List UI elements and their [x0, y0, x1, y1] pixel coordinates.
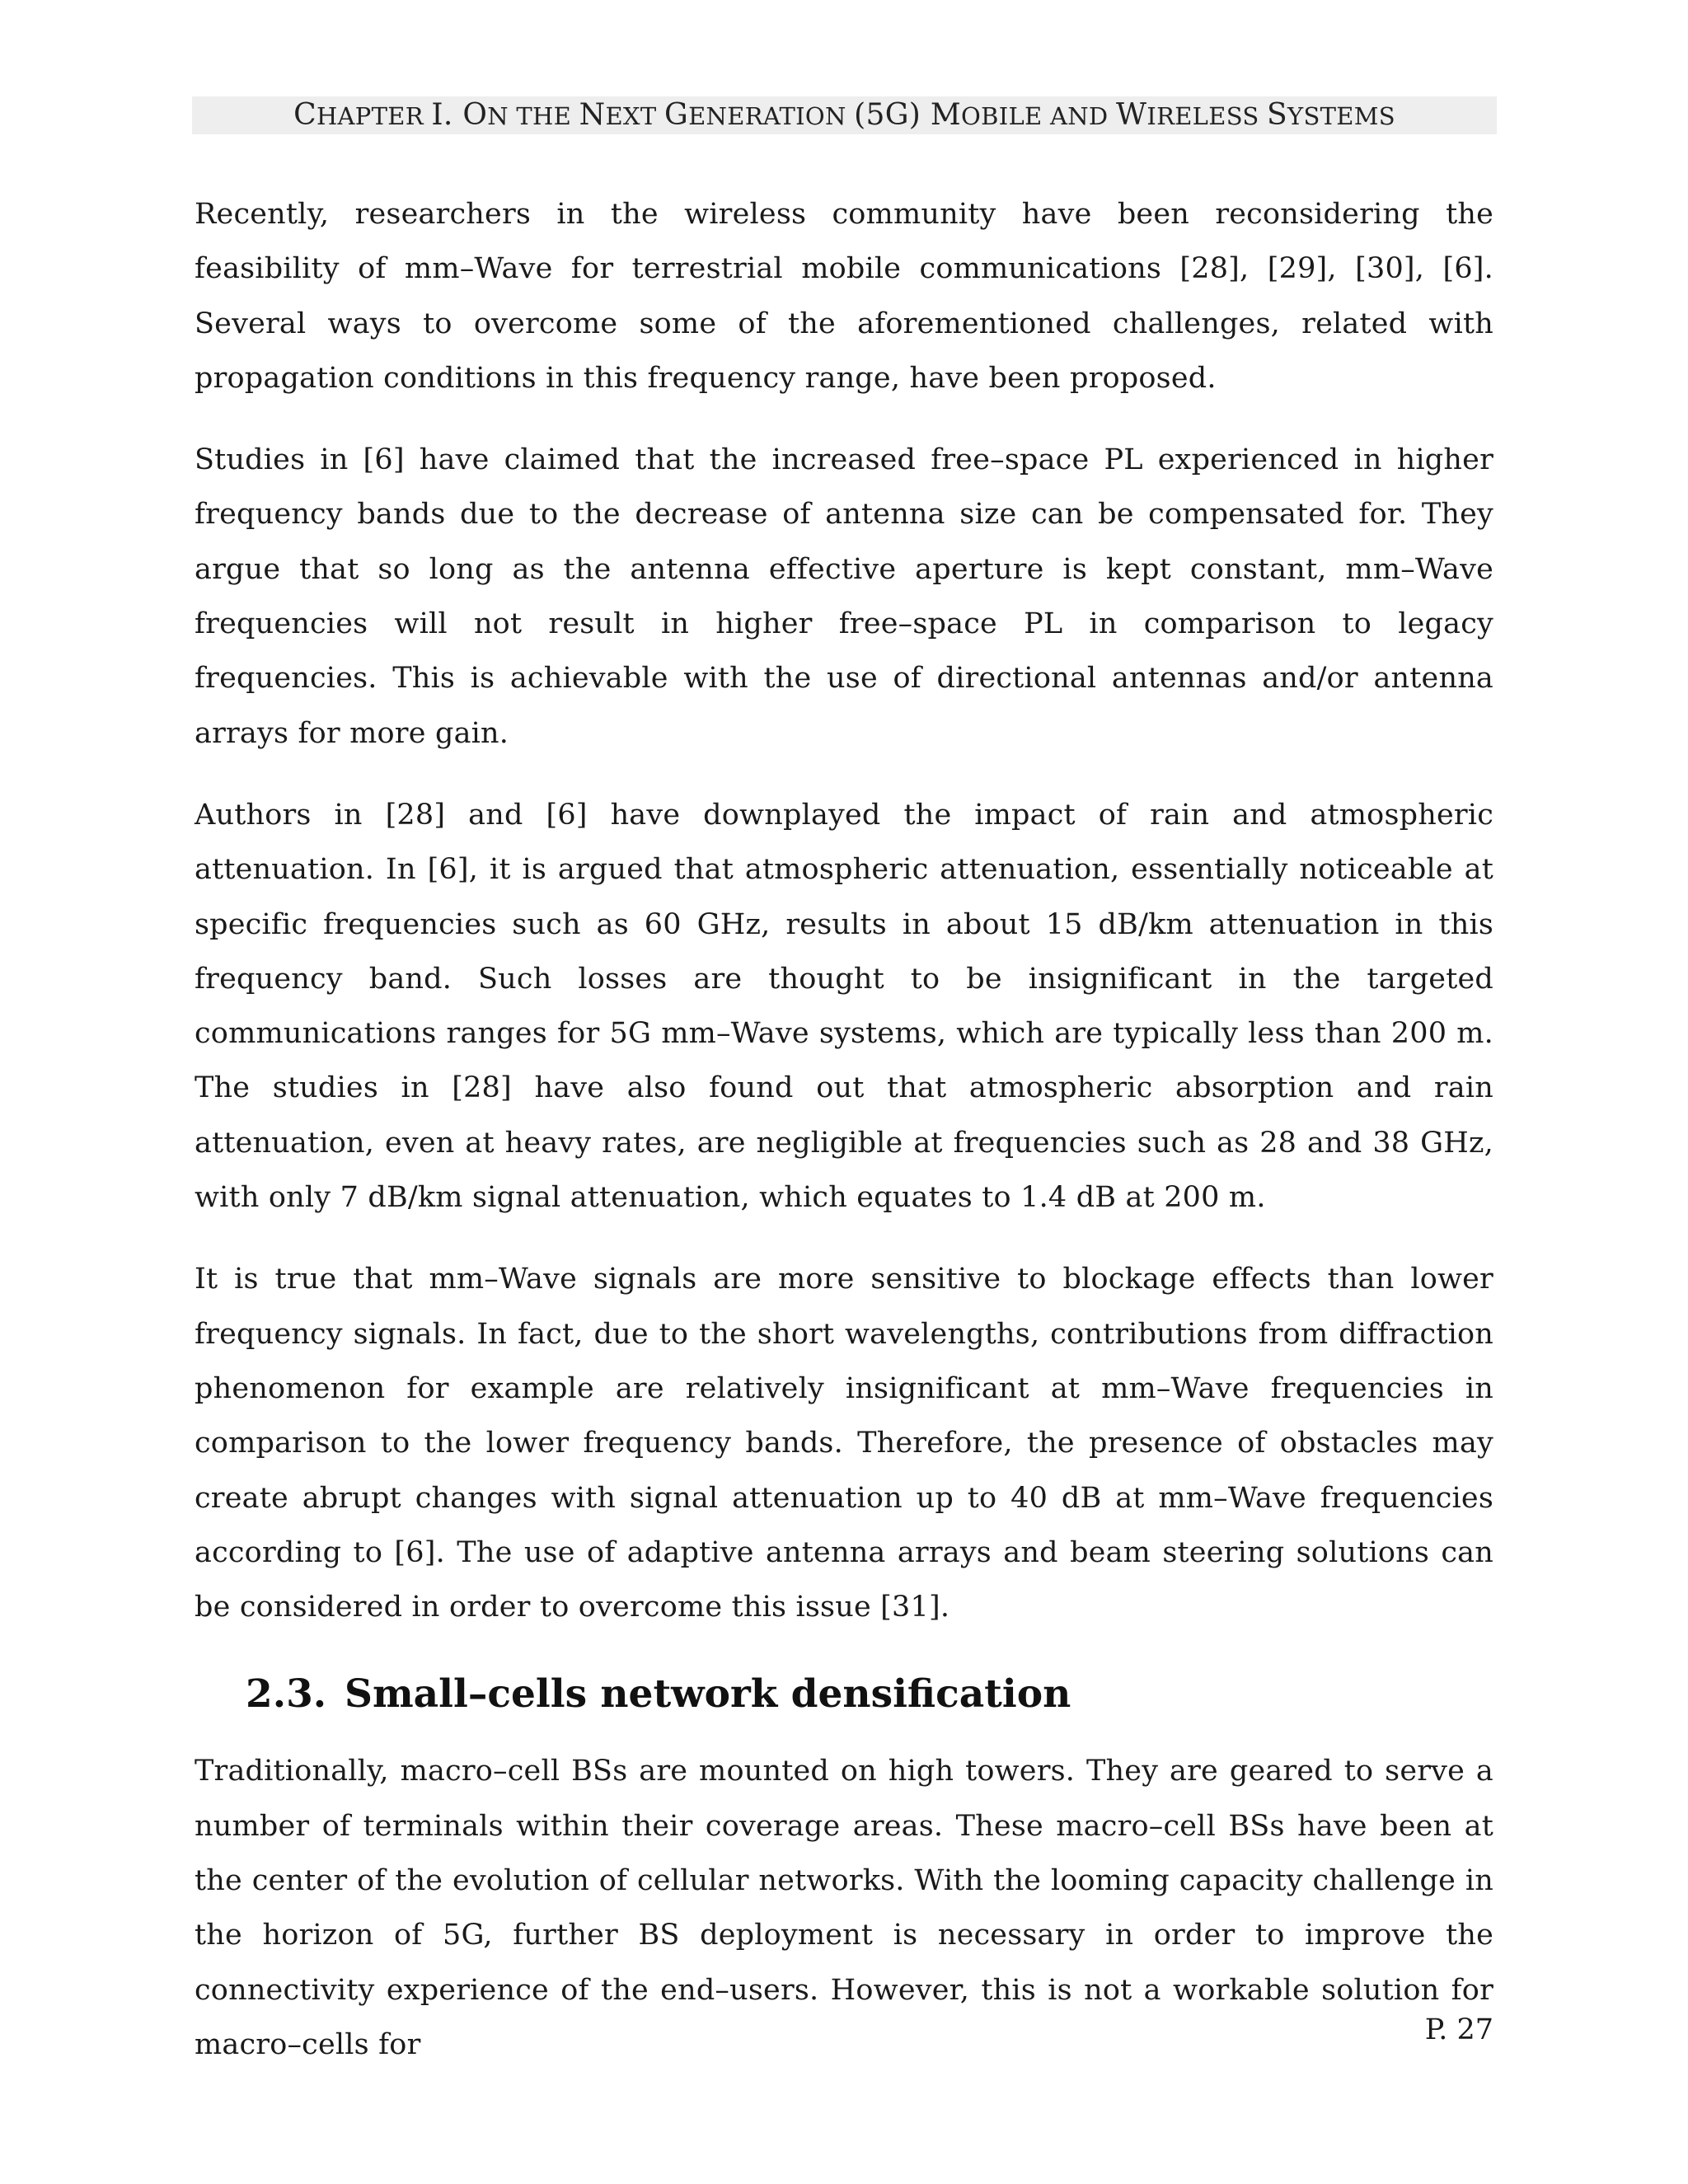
header-part: G	[664, 98, 689, 132]
header-part: ENERATION	[688, 102, 855, 130]
header-part: EXT	[605, 102, 665, 130]
section-title: Small–cells network densification	[345, 1671, 1071, 1718]
header-part: I. O	[431, 98, 488, 132]
header-part: HAPTER	[316, 102, 432, 130]
page-number: P. 27	[1424, 2013, 1493, 2046]
body-paragraph-4: It is true that mm–Wave signals are more sensitive to blockage effects than lower frequency signals. In fact, due to the short wavelengths, contributions from diffraction phenomenon for example are relatively insignificant at mm–Wave frequencies in comparison to the lower frequency bands. Therefore, the presence of obstacles may create abrupt changes with signal attenuation up to 40 dB at mm–Wave frequencies according to [6]. The use of adaptive antenna arrays and beam steering solutions can be considered in order to overcome this issue [31].	[195, 1263, 1493, 1624]
header-part: YSTEMS	[1287, 102, 1395, 130]
section-number: 2.3.	[246, 1671, 327, 1718]
header-part: N	[579, 98, 606, 132]
section-heading	[195, 1661, 1493, 1727]
body-paragraph-2: Studies in [6] have claimed that the increased free–space PL experienced in higher frequency bands due to the decrease of antenna size can be compensated for. They argue that so long as the antenna effective aperture is kept constant, mm–Wave frequencies will not result in higher free–space PL in comparison to legacy frequencies. This is achievable with the use of directional antennas and/or antenna arrays for more gain.	[195, 443, 1493, 750]
header-part: C	[293, 98, 316, 132]
header-part: OBILE AND	[961, 102, 1116, 130]
body-paragraph-3: Authors in [28] and [6] have downplayed the impact of rain and atmospheric attenuation. In [6], it is argued that atmospheric attenuation, essentially noticeable at specific frequencies such as 60 GHz, results in about 15 dB/km attenuation in this frequency band. Such losses are thought to be insignificant in the targeted communications ranges for 5G mm–Wave systems, which are typically less than 200 m. The studies in [28] have also found out that atmospheric absorption and rain attenuation, even at heavy rates, are negligible at frequencies such as 28 and 38 GHz, with only 7 dB/km signal attenuation, which equates to 1.4 dB at 200 m.	[195, 798, 1493, 1215]
header-part: N THE	[487, 102, 579, 130]
header-part: W	[1116, 98, 1147, 132]
running-header	[192, 96, 1497, 134]
body-paragraph-1: Recently, researchers in the wireless community have been reconsidering the feasibility of mm–Wave for terrestrial mobile communications [28], [29], [30], [6]. Several ways to overcome some of the aforementioned challenges, related with propagation conditions in this frequency range, have been proposed.	[195, 198, 1493, 395]
header-part: IRELESS	[1146, 102, 1268, 130]
header-part: S	[1267, 98, 1288, 132]
header-part: (5G) M	[854, 98, 962, 132]
page-body	[195, 187, 1493, 2099]
body-paragraph-5: Traditionally, macro–cell BSs are mounted on high towers. They are geared to serve a number of terminals within their coverage areas. These macro–cell BSs have been at the center of the evolution of cellular networks. With the looming capacity challenge in the horizon of 5G, further BS deployment is necessary in order to improve the connectivity experience of the end–users. However, this is not a workable solution for macro–cells for	[195, 1755, 1493, 2061]
